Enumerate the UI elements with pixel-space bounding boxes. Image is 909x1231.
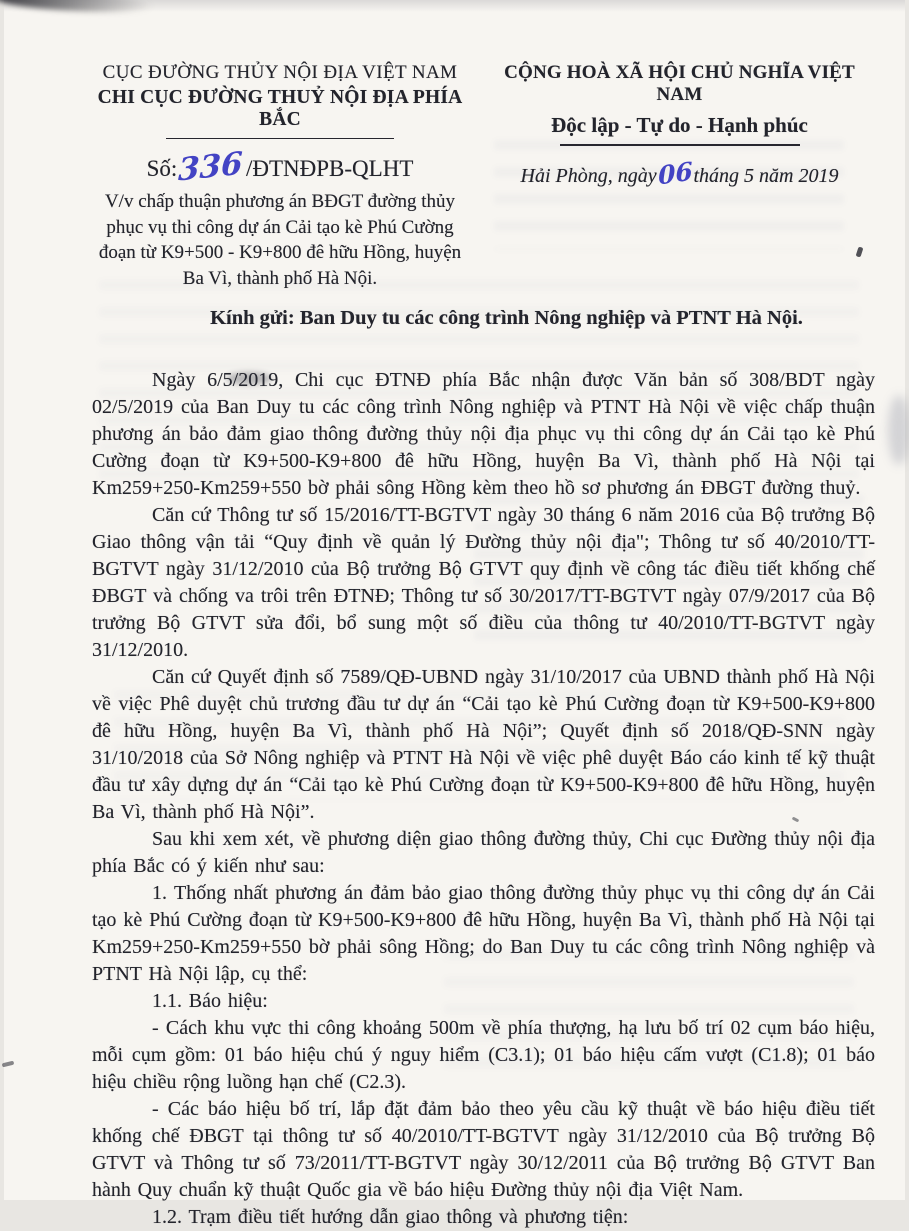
paragraph-section-heading: 1.1. Báo hiệu: bbox=[152, 990, 268, 1012]
doc-number-code: /ĐTNĐPB-QLHT bbox=[246, 156, 414, 181]
doc-number-handwritten: 336 bbox=[177, 145, 244, 189]
national-title: CỘNG HOÀ XÃ HỘI CHỦ NGHĨA VIỆT NAM bbox=[504, 62, 855, 105]
paragraph: 1. Thống nhất phương án đảm bảo giao thông đường thủy phục vụ thi công dự án Cải tạo kè Phú Cường đoạn từ K9+500-K9+800 đê hữu Hồng, huyện Ba Vì, thành phố Hà Nội tại Km259+250-Km259+550 bờ phải sông Hồng; do Ban Duy tu các công trình Nông nghiệp và PTNT Hà Nội lập, cụ thể: bbox=[92, 882, 875, 985]
issuing-agency-block bbox=[84, 62, 476, 291]
paragraph-section-heading: 1.2. Trạm điều tiết hướng dẫn giao thông và phương tiện: bbox=[152, 1206, 629, 1228]
place-date-prefix: Hải Phòng, ngày bbox=[520, 165, 657, 187]
paragraph: Sau khi xem xét, về phương diện giao thông đường thủy, Chi cục Đường thủy nội địa phía Bắc có ý kiến như sau: bbox=[92, 828, 875, 877]
parent-org-title: CỤC ĐƯỜNG THỦY NỘI ĐỊA VIỆT NAM bbox=[102, 62, 458, 83]
doc-number-label: Số: bbox=[146, 156, 178, 181]
org-title: CHI CỤC ĐƯỜNG THUỶ NỘI ĐỊA PHÍA BẮC bbox=[97, 87, 463, 130]
letter-body bbox=[92, 367, 875, 1231]
paragraph: Căn cứ Thông tư số 15/2016/TT-BGTVT ngày 30 tháng 6 năm 2016 của Bộ trưởng Bộ Giao thông vận tải “Quy định về quản lý Đường thủy nội địa"; Thông tư số 40/2010/TT-BGTVT ngày 31/12/2010 của Bộ trưởng Bộ GTVT quy định về công tác điều tiết khống chế ĐBGT và chống va trôi trên ĐTNĐ; Thông tư số 30/2017/TT-BGTVT ngày 07/9/2017 của Bộ trưởng Bộ GTVT sửa đổi, bổ sung một số điều của thông tư 40/2010/TT-BGTVT ngày 31/12/2010. bbox=[92, 504, 875, 661]
subject-abstract: V/v chấp thuận phương án BĐGT đường thủy phục vụ thi công dự án Cải tạo kè Phú Cường đoạn từ K9+500 - K9+800 đê hữu Hồng, huyện Ba Vì, thành phố Hà Nội. bbox=[98, 191, 462, 289]
motto-underline bbox=[560, 144, 800, 146]
national-header-block bbox=[476, 62, 877, 191]
paragraph: Căn cứ Quyết định số 7589/QĐ-UBND ngày 31/10/2017 của UBND thành phố Hà Nội về việc Phê duyệt chủ trương đầu tư dự án “Cải tạo kè Phú Cường đoạn từ K9+500-K9+800 đê hữu Hồng, huyện Ba Vì, thành phố Hà Nội”; Quyết định số 2018/QĐ-SNN ngày 31/10/2018 của Sở Nông nghiệp và PTNT Hà Nội về việc phê duyệt Báo cáo kinh tế kỹ thuật đầu tư xây dựng dự án “Cải tạo kè Phú Cường đoạn từ K9+500-K9+800 đê hữu Hồng, huyện Ba Vì, thành phố Hà Nội”. bbox=[92, 666, 875, 823]
place-date-line bbox=[482, 156, 877, 191]
scan-ink-smear bbox=[226, 372, 272, 385]
scan-speck bbox=[2, 1061, 15, 1068]
place-date-suffix: tháng 5 năm 2019 bbox=[693, 165, 839, 187]
scanned-official-letter bbox=[4, 0, 905, 1228]
handwritten-date: 06 bbox=[657, 156, 693, 191]
paragraph-bullet: - Cách khu vực thi công khoảng 500m về phía thượng, hạ lưu bố trí 02 cụm báo hiệu, mỗi cụm gồm: 01 báo hiệu chú ý nguy hiểm (C3.1); 01 báo hiệu cấm vượt (C1.8); 01 báo hiệu chiều rộng luồng hạn chế (C2.3). bbox=[92, 1017, 875, 1093]
org-underline bbox=[166, 138, 394, 139]
national-motto: Độc lập - Tự do - Hạnh phúc bbox=[551, 113, 808, 137]
paragraph-bullet: - Các báo hiệu bố trí, lắp đặt đảm bảo theo yêu cầu kỹ thuật về báo hiệu điều tiết khống chế ĐBGT tại thông tư số 40/2010/TT-BGTVT ngày 31/12/2010 của Bộ trưởng Bộ GTVT và Thông tư số 73/2011/TT-BGTVT ngày 30/12/2011 của Bộ trưởng Bộ GTVT Ban hành Quy chuẩn kỹ thuật Quốc gia về báo hiệu Đường thủy nội địa Việt Nam. bbox=[92, 1098, 875, 1201]
letterhead bbox=[84, 62, 877, 291]
scan-edge-smudge bbox=[888, 395, 909, 465]
doc-number-line bbox=[84, 145, 476, 189]
recipient-line: Kính gửi: Ban Duy tu các công trình Nông nghiệp và PTNT Hà Nội. bbox=[210, 307, 803, 329]
paragraph: Ngày 6/5/2019, Chi cục ĐTNĐ phía Bắc nhận được Văn bản số 308/BDT ngày 02/5/2019 của Ban Duy tu các công trình Nông nghiệp và PTNT Hà Nội về việc chấp thuận phương án bảo đảm giao thông đường thủy nội địa phục vụ thi công dự án Cải tạo kè Phú Cường đoạn từ K9+500-K9+800 đê hữu Hồng, huyện Ba Vì, thành phố Hà Nội tại Km259+250-Km259+550 bờ phải sông Hồng kèm theo hồ sơ phương án ĐBGT đường thuỷ. bbox=[92, 369, 875, 499]
